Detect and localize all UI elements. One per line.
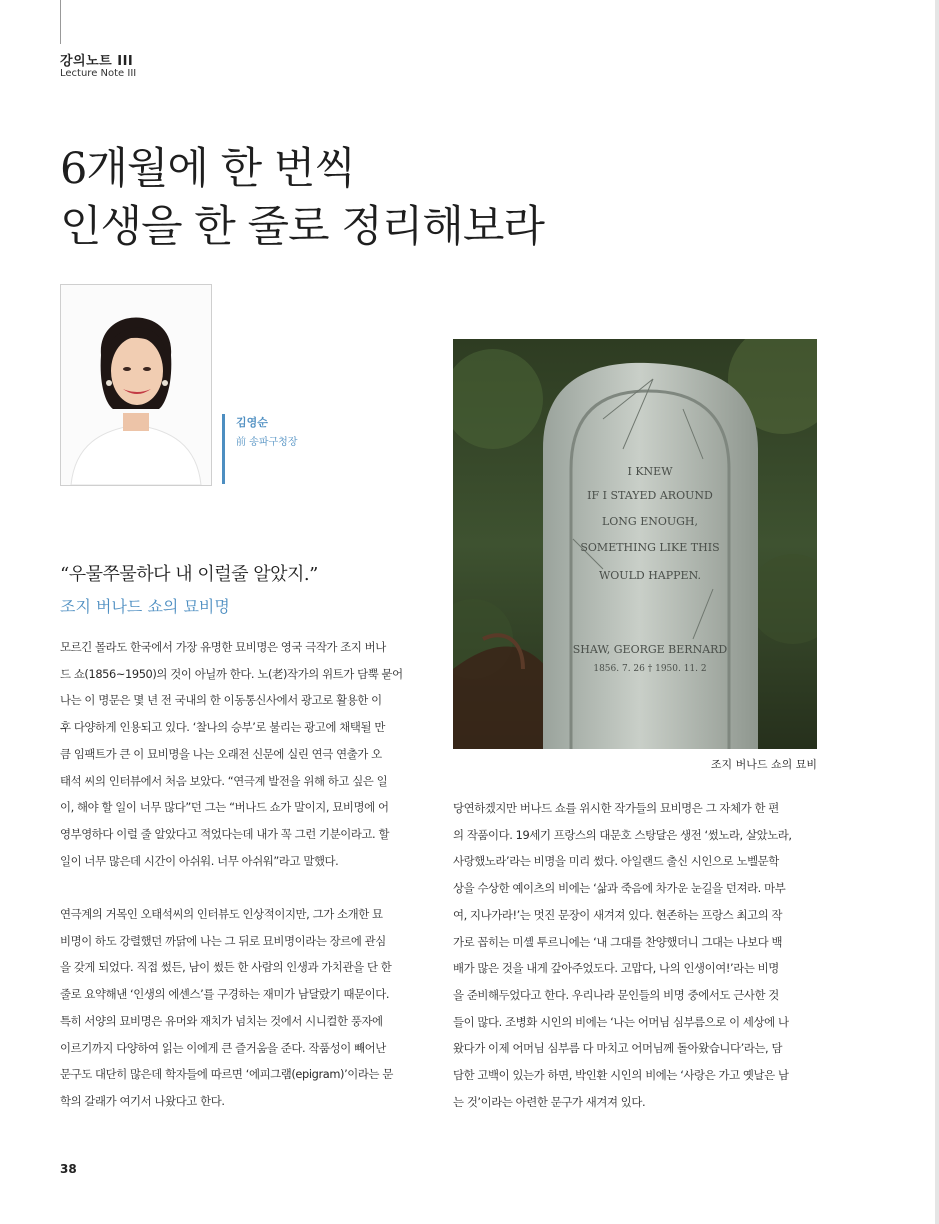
text-line: 상을 수상한 예이츠의 비에는 ‘삶과 죽음에 차가운 눈길을 던져라. 마부: [453, 881, 786, 896]
text-line: 연극계의 거목인 오태석씨의 인터뷰도 인상적이지만, 그가 소개한 묘: [60, 907, 383, 921]
text-line: 의 작품이다. 19세기 프랑스의 대문호 스탕달은 생전 ‘썼노라, 살았노라,: [453, 827, 792, 842]
paragraph-2: [60, 901, 428, 1115]
text-line: 는 것’이라는 아련한 문구가 새겨져 있다.: [453, 1094, 646, 1109]
text-line: 학의 갈래가 여기서 나왔다고 한다.: [60, 1093, 225, 1108]
text-line: 을 갖게 되었다. 직접 썼든, 남이 썼든 한 사람의 인생과 가치관을 단 한: [60, 960, 392, 975]
text-line: 담한 고백이 있는가 하면, 박인환 시인의 비에는 ‘사랑은 가고 옛날은 남: [453, 1068, 789, 1083]
text-line: 문구도 대단히 많은데 학자들에 따르면 ‘에피그램(epigram)’이라는 문: [60, 1067, 393, 1082]
epitaph-name: SHAW, GEORGE BERNARD: [572, 643, 728, 656]
text-line: 후 다양하게 인용되고 있다. ‘찰나의 승부’로 불리는 광고에 채택될 만: [60, 720, 385, 735]
text-line: 모르긴 몰라도 한국에서 가장 유명한 묘비명은 영국 극작가 조지 버나: [60, 640, 386, 654]
section-label-en: Lecture Note III: [60, 68, 137, 79]
epitaph-line-3: LONG ENOUGH,: [601, 515, 699, 528]
epitaph-line-5: WOULD HAPPEN.: [598, 569, 702, 582]
top-rule: [60, 0, 61, 44]
author-portrait: [60, 284, 212, 486]
article-title: [60, 140, 544, 256]
gravestone-photo: [453, 339, 817, 749]
page-number: 38: [60, 1162, 77, 1176]
text-line: 사랑했노라’라는 비명을 미리 썼다. 아일랜드 출신 시인으로 노벨문학: [453, 854, 779, 869]
text-line: 이르기까지 다양하여 읽는 이에게 큰 즐거움을 준다. 작품성이 빼어난: [60, 1040, 386, 1055]
quote-subtitle: 조지 버나드 쇼의 묘비명: [60, 597, 230, 616]
author-accent-bar: [222, 414, 225, 484]
text-line: 특히 서양의 묘비명은 유머와 재치가 넘치는 것에서 시니컬한 풍자에: [60, 1013, 383, 1028]
section-label-kr: 강의노트 III: [60, 54, 134, 69]
title-line-1: 6개월에 한 번씩: [60, 144, 355, 194]
text-line: 태석 씨의 인터뷰에서 처음 보았다. “연극계 발전을 위해 하고 싶은 일: [60, 773, 388, 788]
epitaph-line-2: IF I STAYED AROUND: [587, 489, 713, 502]
epitaph-dates: 1856. 7. 26 † 1950. 11. 2: [593, 664, 707, 674]
page-edge: [935, 0, 939, 1224]
text-line: 여, 지나가라!’는 멋진 문장이 새겨져 있다. 현존하는 프랑스 최고의 작: [453, 907, 783, 922]
epitaph-line-4: SOMETHING LIKE THIS: [580, 541, 720, 554]
text-line: 들이 많다. 조병화 시인의 비에는 ‘나는 어머님 심부름으로 이 세상에 나: [453, 1014, 789, 1029]
text-line: 영부영하다 이럴 줄 알았다고 적었다는데 내가 꼭 그런 기분이라고. 할: [60, 826, 390, 841]
text-line: 이, 해야 할 일이 너무 많다”던 그는 “버나드 쇼가 말이지, 묘비명에 어: [60, 800, 389, 815]
text-line: 큼 임팩트가 큰 이 묘비명을 나는 오래전 신문에 실린 연극 연출가 오: [60, 746, 382, 761]
photo-caption: 조지 버나드 쇼의 묘비: [710, 758, 817, 771]
text-line: 비명이 하도 강렬했던 까닭에 나는 그 뒤로 묘비명이라는 장르에 관심: [60, 933, 386, 948]
pull-quote: “우물쭈물하다 내 이럴줄 알았지.”: [60, 564, 318, 585]
text-line: 왔다가 이제 어머님 심부름 다 마치고 어머님께 돌아왔습니다’라는, 담: [453, 1041, 783, 1056]
paragraph-1: [60, 634, 428, 874]
text-line: 나는 이 명문은 몇 년 전 국내의 한 이동통신사에서 광고로 활용한 이: [60, 693, 382, 708]
author-name: 김영순: [236, 416, 268, 429]
text-line: 을 준비해두었다고 한다. 우리나라 문인들의 비명 중에서도 근사한 것: [453, 987, 779, 1002]
paragraph-3: [453, 795, 821, 1115]
epitaph-line-1: I KNEW: [627, 465, 673, 478]
text-line: 가로 꼽히는 미셸 투르니에는 ‘내 그대를 찬양했더니 그대는 나보다 백: [453, 934, 783, 949]
text-line: 줄로 요약해낸 ‘인생의 에센스’를 구경하는 재미가 남달랐기 때문이다.: [60, 987, 390, 1002]
text-line: 드 쇼(1856~1950)의 것이 아닐까 한다. 노(老)작가의 위트가 담뿍 묻어: [60, 666, 403, 681]
author-role: 前 송파구청장: [236, 437, 298, 448]
text-line: 배가 많은 것을 내게 갚아주었도다. 고맙다, 나의 인생이여!’라는 비명: [453, 961, 779, 976]
text-line: 일이 너무 많은데 시간이 아쉬워. 너무 아쉬워”라고 말했다.: [60, 853, 339, 868]
title-line-2: 인생을 한 줄로 정리해보라: [60, 202, 544, 252]
text-line: 당연하겠지만 버나드 쇼를 위시한 작가들의 묘비명은 그 자체가 한 편: [453, 801, 779, 815]
